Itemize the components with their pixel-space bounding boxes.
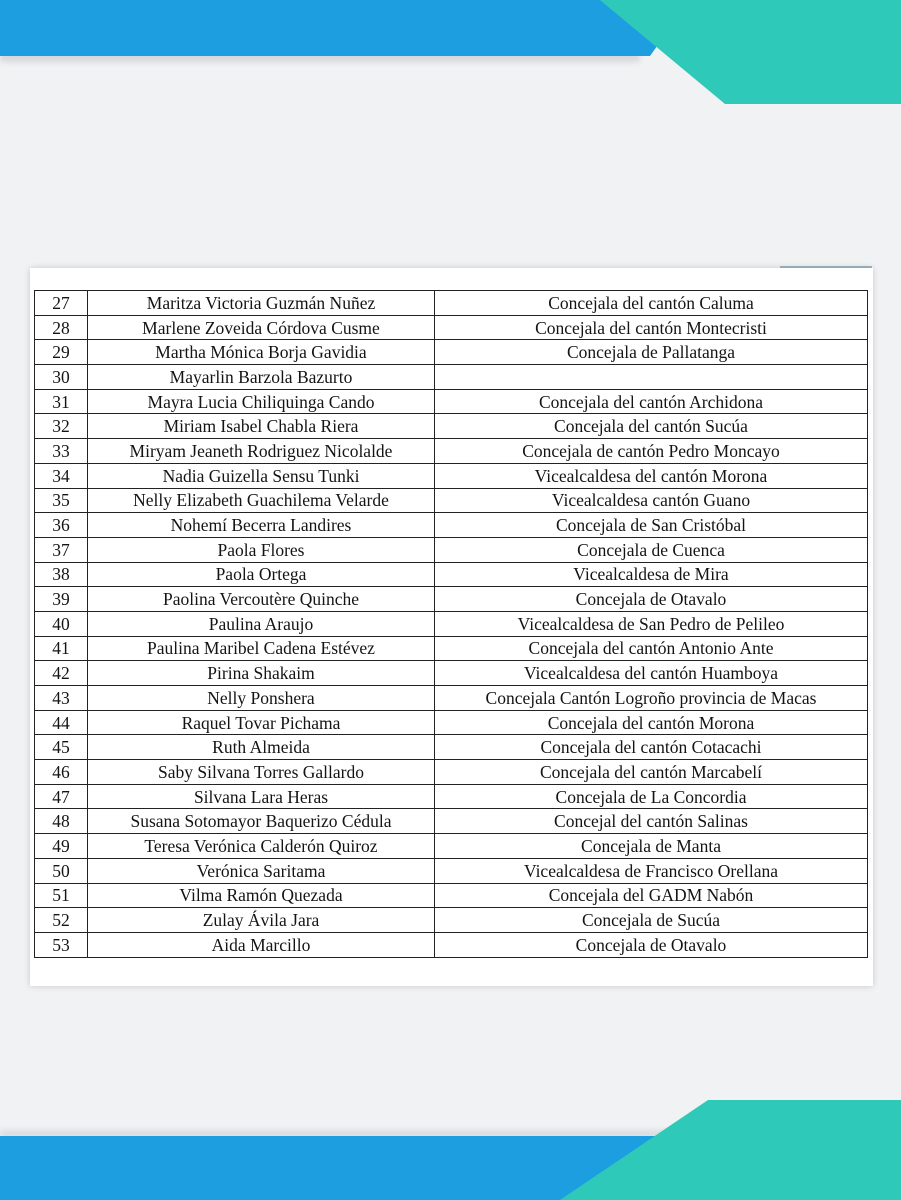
table-row xyxy=(35,710,868,735)
role-cell xyxy=(435,365,868,390)
top-band-shapes xyxy=(0,0,901,110)
role-cell: Vicealcaldesa cantón Guano xyxy=(435,488,868,513)
table-row xyxy=(35,636,868,661)
bottom-decorative-band xyxy=(0,1100,901,1200)
table-row xyxy=(35,513,868,538)
row-number-cell: 53 xyxy=(35,932,88,957)
name-cell: Verónica Saritama xyxy=(88,858,435,883)
roster-body xyxy=(35,291,868,958)
name-cell: Susana Sotomayor Baquerizo Cédula xyxy=(88,809,435,834)
row-number-cell: 28 xyxy=(35,315,88,340)
row-number-cell: 33 xyxy=(35,439,88,464)
name-cell: Vilma Ramón Quezada xyxy=(88,883,435,908)
role-cell: Concejala del cantón Sucúa xyxy=(435,414,868,439)
table-row xyxy=(35,611,868,636)
role-cell: Concejala del cantón Montecristi xyxy=(435,315,868,340)
row-number-cell: 46 xyxy=(35,760,88,785)
name-cell: Zulay Ávila Jara xyxy=(88,908,435,933)
row-number-cell: 31 xyxy=(35,389,88,414)
table-row xyxy=(35,488,868,513)
row-number-cell: 30 xyxy=(35,365,88,390)
name-cell: Maritza Victoria Guzmán Nuñez xyxy=(88,291,435,316)
row-number-cell: 36 xyxy=(35,513,88,538)
table-row xyxy=(35,834,868,859)
row-number-cell: 48 xyxy=(35,809,88,834)
row-number-cell: 37 xyxy=(35,537,88,562)
name-cell: Miriam Isabel Chabla Riera xyxy=(88,414,435,439)
name-cell: Ruth Almeida xyxy=(88,735,435,760)
role-cell: Concejala del GADM Nabón xyxy=(435,883,868,908)
table-row xyxy=(35,809,868,834)
name-cell: Nelly Elizabeth Guachilema Velarde xyxy=(88,488,435,513)
name-cell: Mayarlin Barzola Bazurto xyxy=(88,365,435,390)
role-cell: Vicealcaldesa de San Pedro de Pelileo xyxy=(435,611,868,636)
table-row xyxy=(35,932,868,957)
table-row xyxy=(35,858,868,883)
name-cell: Nohemí Becerra Landires xyxy=(88,513,435,538)
name-cell: Aida Marcillo xyxy=(88,932,435,957)
name-cell: Mayra Lucia Chiliquinga Cando xyxy=(88,389,435,414)
table-row xyxy=(35,365,868,390)
table-row xyxy=(35,562,868,587)
role-cell: Concejala del cantón Caluma xyxy=(435,291,868,316)
row-number-cell: 49 xyxy=(35,834,88,859)
role-cell: Concejala del cantón Morona xyxy=(435,710,868,735)
name-cell: Nelly Ponshera xyxy=(88,686,435,711)
document-sheet xyxy=(30,268,873,986)
row-number-cell: 32 xyxy=(35,414,88,439)
row-number-cell: 42 xyxy=(35,661,88,686)
row-number-cell: 43 xyxy=(35,686,88,711)
row-number-cell: 29 xyxy=(35,340,88,365)
row-number-cell: 47 xyxy=(35,784,88,809)
table-row xyxy=(35,291,868,316)
row-number-cell: 35 xyxy=(35,488,88,513)
name-cell: Teresa Verónica Calderón Quiroz xyxy=(88,834,435,859)
name-cell: Marlene Zoveida Córdova Cusme xyxy=(88,315,435,340)
row-number-cell: 39 xyxy=(35,587,88,612)
table-row xyxy=(35,784,868,809)
row-number-cell: 51 xyxy=(35,883,88,908)
row-number-cell: 27 xyxy=(35,291,88,316)
table-row xyxy=(35,587,868,612)
name-cell: Paola Flores xyxy=(88,537,435,562)
row-number-cell: 38 xyxy=(35,562,88,587)
row-number-cell: 45 xyxy=(35,735,88,760)
role-cell: Vicealcaldesa de Francisco Orellana xyxy=(435,858,868,883)
table-row xyxy=(35,315,868,340)
table-row xyxy=(35,735,868,760)
name-cell: Paola Ortega xyxy=(88,562,435,587)
top-decorative-band xyxy=(0,0,901,110)
row-number-cell: 50 xyxy=(35,858,88,883)
role-cell: Concejala del cantón Cotacachi xyxy=(435,735,868,760)
table-row xyxy=(35,414,868,439)
name-cell: Pirina Shakaim xyxy=(88,661,435,686)
table-row xyxy=(35,340,868,365)
table-row xyxy=(35,908,868,933)
name-cell: Paulina Araujo xyxy=(88,611,435,636)
table-row xyxy=(35,463,868,488)
name-cell: Miryam Jeaneth Rodriguez Nicolalde xyxy=(88,439,435,464)
role-cell: Vicealcaldesa del cantón Morona xyxy=(435,463,868,488)
roster-table xyxy=(34,290,868,958)
role-cell: Concejala de cantón Pedro Moncayo xyxy=(435,439,868,464)
role-cell: Concejala del cantón Marcabelí xyxy=(435,760,868,785)
name-cell: Silvana Lara Heras xyxy=(88,784,435,809)
role-cell: Concejala Cantón Logroño provincia de Macas xyxy=(435,686,868,711)
name-cell: Martha Mónica Borja Gavidia xyxy=(88,340,435,365)
name-cell: Nadia Guizella Sensu Tunki xyxy=(88,463,435,488)
role-cell: Concejala del cantón Archidona xyxy=(435,389,868,414)
role-cell: Concejala de La Concordia xyxy=(435,784,868,809)
role-cell: Concejala de Cuenca xyxy=(435,537,868,562)
row-number-cell: 34 xyxy=(35,463,88,488)
role-cell: Concejala de Manta xyxy=(435,834,868,859)
role-cell: Concejal del cantón Salinas xyxy=(435,809,868,834)
row-number-cell: 41 xyxy=(35,636,88,661)
name-cell: Raquel Tovar Pichama xyxy=(88,710,435,735)
table-row xyxy=(35,686,868,711)
role-cell: Concejala del cantón Antonio Ante xyxy=(435,636,868,661)
table-row xyxy=(35,537,868,562)
row-number-cell: 40 xyxy=(35,611,88,636)
role-cell: Vicealcaldesa del cantón Huamboya xyxy=(435,661,868,686)
role-cell: Concejala de Sucúa xyxy=(435,908,868,933)
table-row xyxy=(35,883,868,908)
role-cell: Concejala de San Cristóbal xyxy=(435,513,868,538)
row-number-cell: 44 xyxy=(35,710,88,735)
name-cell: Saby Silvana Torres Gallardo xyxy=(88,760,435,785)
bottom-band-shapes xyxy=(0,1100,901,1200)
name-cell: Paulina Maribel Cadena Estévez xyxy=(88,636,435,661)
table-row xyxy=(35,389,868,414)
top-blue-stripe xyxy=(0,0,690,56)
name-cell: Paolina Vercoutère Quinche xyxy=(88,587,435,612)
table-row xyxy=(35,661,868,686)
role-cell: Vicealcaldesa de Mira xyxy=(435,562,868,587)
role-cell: Concejala de Otavalo xyxy=(435,587,868,612)
role-cell: Concejala de Otavalo xyxy=(435,932,868,957)
role-cell: Concejala de Pallatanga xyxy=(435,340,868,365)
row-number-cell: 52 xyxy=(35,908,88,933)
table-row xyxy=(35,760,868,785)
table-row xyxy=(35,439,868,464)
